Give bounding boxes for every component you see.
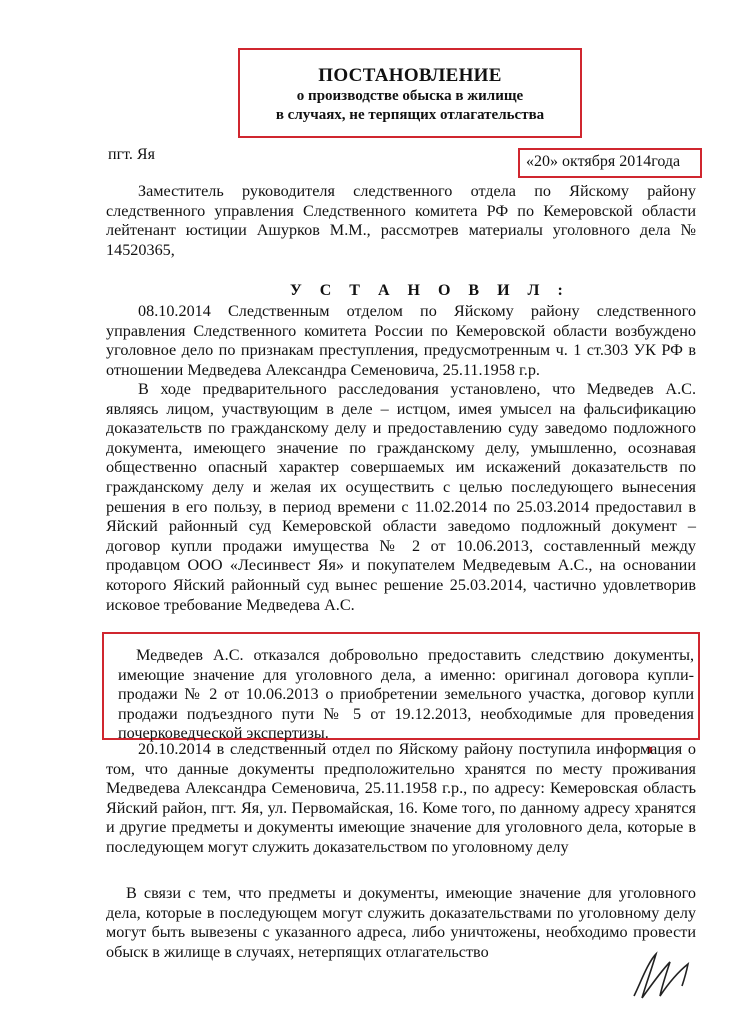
document-subtitle-2: в случаях, не терпящих отлагательства	[275, 107, 545, 123]
paragraph-refusal: Медведев А.С. отказался добровольно предоставить следствию документы, имеющие значение для уголовного дела, а именно: оригинал договора купли-продажи № 2 от 10.06.2013 о приобретении земельного участка, договор купли продажи подъездного пути № 5 от 19.12.2013, необходимые для проведения почерковедческой экспертизы.	[118, 646, 694, 743]
section-heading-ustanovil: У С Т А Н О В И Л :	[290, 282, 570, 299]
intro-paragraph: Заместитель руководителя следственного отдела по Яйскому району следственного управления Следственного комитета РФ по Кемеровской области лейтенант юстиции Ашурков М.М., рассмотрев материалы уголовного дела № 14520365,	[106, 182, 696, 259]
paragraph-information: 20.10.2014 в следственный отдел по Яйскому району поступила информация о том, что данные документы предположительно хранятся по месту проживания Медведева Александра Семеновича, 25.11.1958 г.р., по адресу: Кемеровская область Яйский район, пгт. Яя, ул. Первомайская, 16. Коме того, по данному адресу хранятся и другие предметы и документы имеющие значение для уголовного дела, которые в последующем могут служить доказательством по уголовному делу	[106, 740, 696, 856]
document-title-box	[238, 48, 582, 138]
paragraph-conclusion: В связи с тем, что предметы и документы, имеющие значение для уголовного дела, которые в последующем могут служить доказательствами по уголовному делу могут быть вывезены с указанного адреса, либо уничтожены, необходимо провести обыск в жилище в случаях, нетерпящих отлагательство	[106, 884, 696, 961]
signature-mark	[626, 944, 696, 1004]
document-subtitle-1: о производстве обыска в жилище	[296, 88, 524, 104]
document-title: ПОСТАНОВЛЕНИЕ	[318, 65, 502, 86]
place-label: пгт. Яя	[108, 146, 155, 163]
paragraph-case-opened: 08.10.2014 Следственным отделом по Яйскому району следственного управления Следственного комитета России по Кемеровской области возбуждено уголовное дело по признакам преступления, предусмотренным ч. 1 ст.303 УК РФ в отношении Медведева Александра Семеновича, 25.11.1958 г.р.	[106, 302, 696, 379]
paragraph-investigation: В ходе предварительного расследования установлено, что Медведев А.С. являясь лицом, участвующим в деле – истцом, имея умысел на фальсификацию доказательств по гражданскому делу и предоставлению суду заведомо подложного документа, имеющего значение по гражданскому делу, умышленно, осознавая общественно опасный характер совершаемых им искажений доказательств по гражданскому делу и желая их осуществить с целью последующего вынесения решения в его пользу, в период времени с 11.02.2014 по 25.03.2014 предоставил в Яйский районный суд Кемеровской области заведомо подложный документ – договор купли продажи имущества № 2 от 10.06.2013, составленный между продавцом ООО «Лесинвест Яя» и покупателем Медведевым А.С., на основании которого Яйский районный суд вынес решение 25.03.2014, частично удовлетворив исковое требование Медведева А.С.	[106, 380, 696, 614]
document-date: «20» октября 2014года	[518, 148, 702, 178]
